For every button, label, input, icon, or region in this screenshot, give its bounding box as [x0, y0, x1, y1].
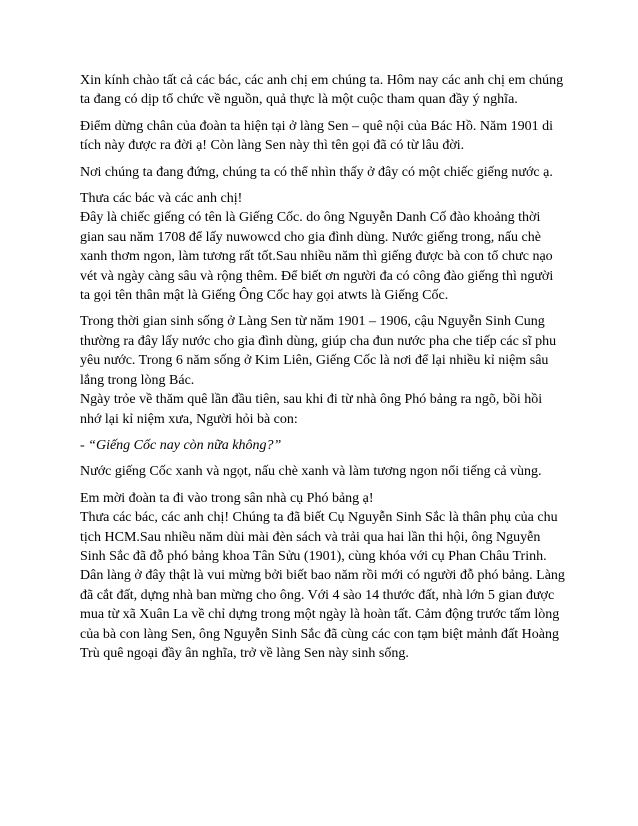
- paragraph-line: Nước giếng Cốc xanh và ngọt, nấu chè xanh và làm tương ngon nổi tiếng cả vùng.: [80, 464, 542, 480]
- paragraph-greeting: [80, 71, 566, 110]
- paragraph-line: Nơi chúng ta đang đứng, chúng ta có thể nhìn thấy ở đây có một chiếc giếng nước ạ.: [80, 164, 553, 180]
- paragraph-well-history: [80, 189, 566, 305]
- paragraph-line: Đây là chiếc giếng có tên là Giếng Cốc. do ông Nguyễn Danh Cố đào khoảng thời gian sau năm 1708 để lấy nuwowcd cho gia đình dùng. Nước giếng trong, nấu chè xanh thơm ngon, làm tương rất tốt.Sau nhiều năm thì giếng được bà con tổ chưc nạo vét và ngày càng sâu và rộng thêm. Để biết ơn người đa có công đào giếng thì người ta gọi tên thân mật là Giếng Ông Cốc hay gọi atwts là Giếng Cốc.: [80, 210, 554, 304]
- paragraph-pho-bang-house: [80, 489, 566, 664]
- paragraph-well-water: [80, 462, 566, 481]
- paragraph-line: Ngày trỏe về thăm quê lần đầu tiên, sau khi đi từ nhà ông Phó bảng ra ngõ, bồi hồi nhớ lại kỉ niệm xưa, Người hỏi bà con:: [80, 392, 543, 427]
- paragraph-line: Điểm dừng chân của đoàn ta hiện tại ở làng Sen – quê nội của Bác Hồ. Năm 1901 di tích này được ra đời ạ! Còn làng Sen này thì tên gọi đã có từ lâu đời.: [80, 118, 553, 154]
- paragraph-line: Thưa các bác và các anh chị!: [80, 191, 243, 207]
- paragraph-childhood: [80, 312, 566, 428]
- quote-prefix: -: [80, 437, 89, 453]
- paragraph-well-intro: [80, 163, 566, 182]
- paragraph-quote: [80, 436, 566, 455]
- paragraph-stop-point: [80, 117, 566, 156]
- quote-text: “Giếng Cốc nay còn nữa không?”: [88, 437, 282, 453]
- paragraph-line: Thưa các bác, các anh chị! Chúng ta đã biết Cụ Nguyễn Sinh Sắc là thân phụ của chu tịch HCM.Sau nhiều năm dùi mài đèn sách và trải qua hai lần thi hội, ông Nguyễn Sinh Sắc đã đỗ phó bảng khoa Tân Sửu (1901), cùng khóa với cụ Phan Châu Trinh. Dân làng ở đây thật là vui mừng bởi biết bao năm rồi mới có người đỗ phó bảng. Làng đã cắt đất, dựng nhà ban mừng cho ông. Với 4 sào 14 thước đất, nhà lớn 5 gian được mua từ xã Xuân La về chỉ dựng trong một ngày là hoàn tất. Cảm động trước tấm lòng của bà con làng Sen, ông Nguyễn Sinh Sắc đã cùng các con tạm biệt mảnh đất Hoàng Trù quê ngoại đầy ân nghĩa, trở về làng Sen này sinh sống.: [80, 510, 565, 661]
- document-page: [80, 71, 566, 670]
- paragraph-line: Em mời đoàn ta đi vào trong sân nhà cụ Phó bảng ạ!: [80, 490, 374, 506]
- paragraph-line: Trong thời gian sinh sống ở Làng Sen từ năm 1901 – 1906, cậu Nguyễn Sinh Cung thường ra đây lấy nước cho gia đình dùng, giúp cha đun nước pha che tiếp các sĩ phu yêu nước. Trong 6 năm sống ở Kim Liên, Giếng Cốc là nơi để lại nhiều kỉ niệm sâu lắng trong lòng Bác.: [80, 314, 557, 388]
- paragraph-line: Xin kính chào tất cả các bác, các anh chị em chúng ta. Hôm nay các anh chị em chúng ta đang có dịp tổ chức về nguồn, quả thực là một cuộc tham quan đầy ý nghĩa.: [80, 73, 564, 108]
